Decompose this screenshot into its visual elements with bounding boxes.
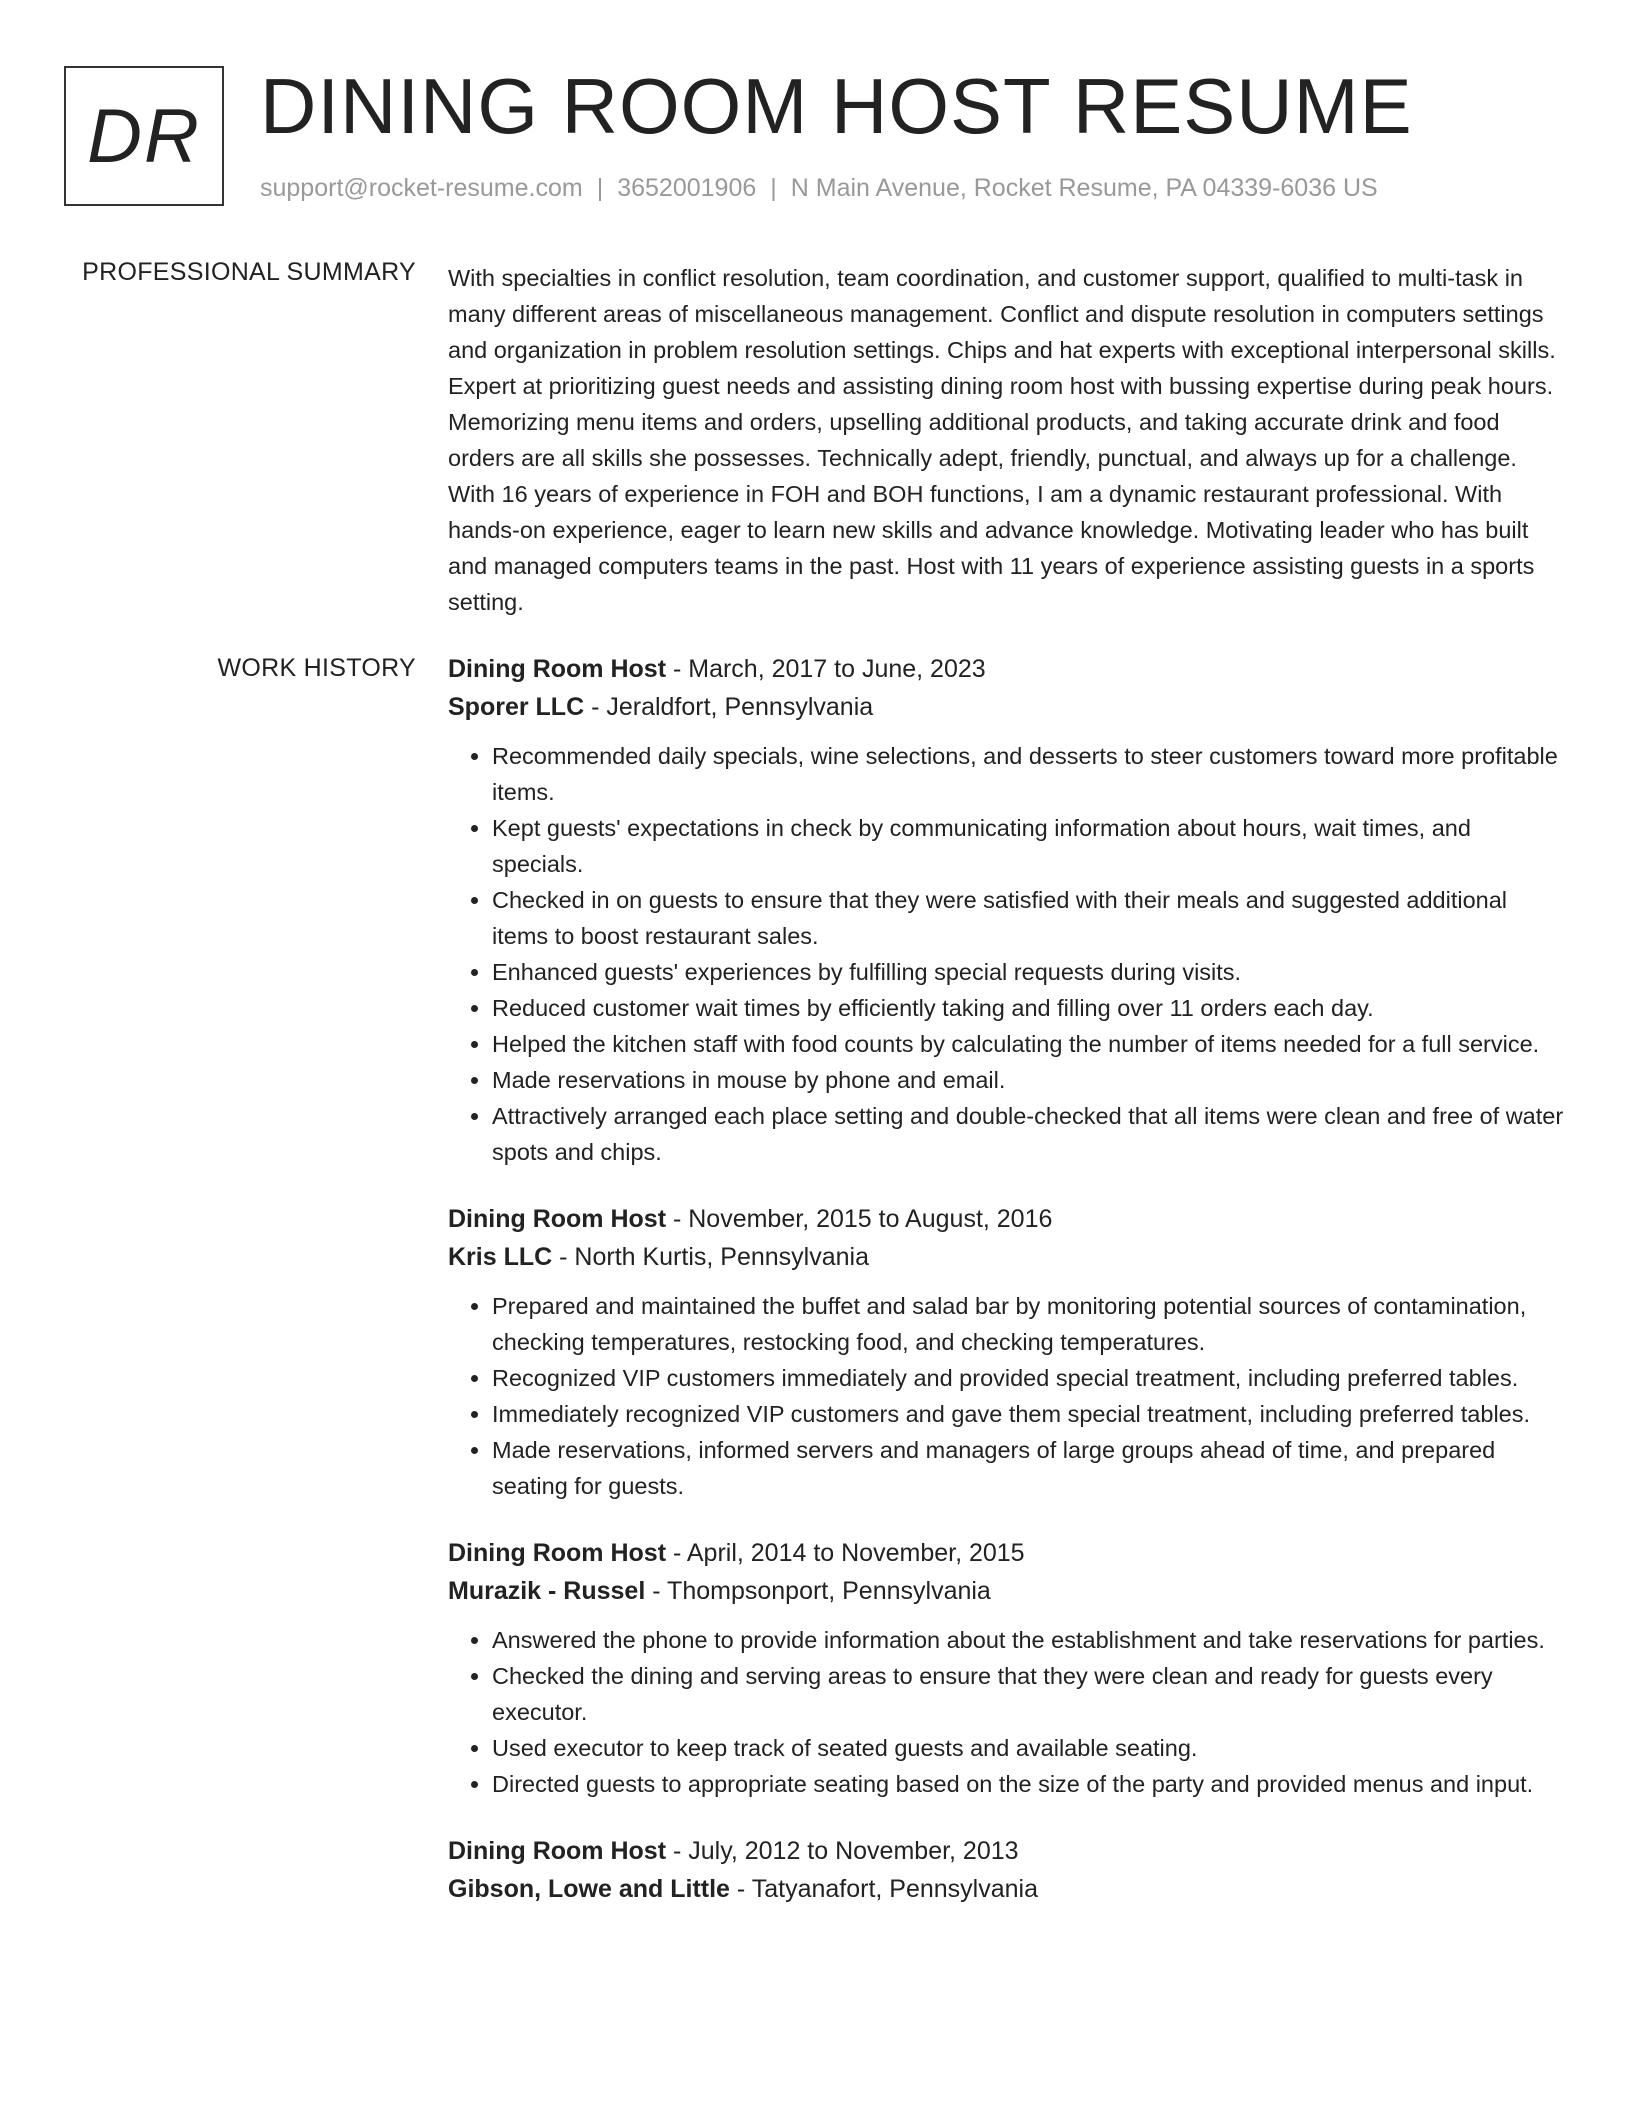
job-duty-item: • Made reservations in mouse by phone and email. [492,1062,1568,1098]
job-duty-item: • Enhanced guests' experiences by fulfilling special requests during visits. [492,954,1568,990]
contact-address: N Main Avenue, Rocket Resume, PA 04339-6036 US [790,174,1378,202]
job-duty-item: • Helped the kitchen staff with food counts by calculating the number of items needed for a full service. [492,1026,1568,1062]
job-duty-item: • Recommended daily specials, wine selections, and desserts to steer customers toward more profitable items. [492,738,1568,810]
job-entry [448,1832,1568,1908]
contact-separator: | [596,174,604,202]
job-duties-list [448,1622,1568,1802]
job-duty-item: • Checked in on guests to ensure that they were satisfied with their meals and suggested additional items to boost restaurant sales. [492,882,1568,954]
job-duty-item: • Prepared and maintained the buffet and salad bar by monitoring potential sources of contamination, checking temperatures, restocking food, and checking temperatures. [492,1288,1568,1360]
job-title: Dining Room Host [448,1539,667,1567]
job-duty-item: • Directed guests to appropriate seating based on the size of the party and provided menus and input. [492,1766,1568,1802]
summary-section-label: PROFESSIONAL SUMMARY [82,258,416,286]
job-company-line [448,1870,1568,1908]
job-duty-item: • Immediately recognized VIP customers and gave them special treatment, including preferred tables. [492,1396,1568,1432]
job-company: Kris LLC [448,1243,553,1271]
monogram-logo: DR [64,66,224,206]
job-duty-item: • Reduced customer wait times by efficiently taking and filling over 11 orders each day. [492,990,1568,1026]
job-duties-list [448,738,1568,1170]
job-duty-item: • Recognized VIP customers immediately and provided special treatment, including preferred tables. [492,1360,1568,1396]
job-title: Dining Room Host [448,655,667,683]
job-title-line [448,1832,1568,1870]
job-title: Dining Room Host [448,1837,667,1865]
job-title-line [448,1534,1568,1572]
job-dates: - July, 2012 to November, 2013 [666,1837,1019,1865]
job-location: - Jeraldfort, Pennsylvania [584,693,874,721]
contact-phone: 3652001906 [617,174,757,202]
contact-line [260,174,1378,203]
resume-title: DINING ROOM HOST RESUME [260,62,1413,150]
job-company-line [448,1238,1568,1276]
job-dates: - April, 2014 to November, 2015 [666,1539,1025,1567]
job-duty-item: • Attractively arranged each place setting and double-checked that all items were clean and free of water spots and chips. [492,1098,1568,1170]
job-entry [448,650,1568,1170]
job-title-line [448,650,1568,688]
job-company: Gibson, Lowe and Little [448,1875,730,1903]
work-history-section-label: WORK HISTORY [217,654,416,682]
job-duty-item: • Checked the dining and serving areas to ensure that they were clean and ready for guests every executor. [492,1658,1568,1730]
job-company-line [448,688,1568,726]
job-location: - Thompsonport, Pennsylvania [645,1577,991,1605]
job-location: - Tatyanafort, Pennsylvania [729,1875,1038,1903]
job-duty-item: • Used executor to keep track of seated guests and available seating. [492,1730,1568,1766]
work-history-body [448,650,1568,1938]
resume-header [64,62,1592,216]
job-company: Sporer LLC [448,693,585,721]
contact-email: support@rocket-resume.com [260,174,583,202]
contact-separator: | [770,174,777,202]
summary-body [448,260,1568,620]
job-dates: - November, 2015 to August, 2016 [666,1205,1053,1233]
job-duty-item: • Kept guests' expectations in check by communicating information about hours, wait times, and specials. [492,810,1568,882]
summary-text: With specialties in conflict resolution, team coordination, and customer support, qualified to multi-task in many different areas of miscellaneous management. Conflict and dispute resolution in computers settings and organization in problem resolution settings. Chips and hat experts with exceptional interpersonal skills. Expert at prioritizing guest needs and assisting dining room host with bussing expertise during peak hours. Memorizing menu items and orders, upselling additional products, and taking accurate drink and food orders are all skills she possesses. Technically adept, friendly, punctual, and always up for a challenge. With 16 years of experience in FOH and BOH functions, I am a dynamic restaurant professional. With hands-on experience, eager to learn new skills and advance knowledge. Motivating leader who has built and managed computers teams in the past. Host with 11 years of experience assisting guests in a sports setting. [448,265,1556,615]
job-location: - North Kurtis, Pennsylvania [552,1243,869,1271]
job-duties-list [448,1288,1568,1504]
job-company-line [448,1572,1568,1610]
job-company: Murazik - Russel [448,1577,646,1605]
job-title: Dining Room Host [448,1205,667,1233]
job-dates: - March, 2017 to June, 2023 [666,655,986,683]
job-entry [448,1200,1568,1504]
job-entry [448,1534,1568,1802]
job-duty-item: • Answered the phone to provide information about the establishment and take reservations for parties. [492,1622,1568,1658]
job-title-line [448,1200,1568,1238]
job-duty-item: • Made reservations, informed servers and managers of large groups ahead of time, and prepared seating for guests. [492,1432,1568,1504]
